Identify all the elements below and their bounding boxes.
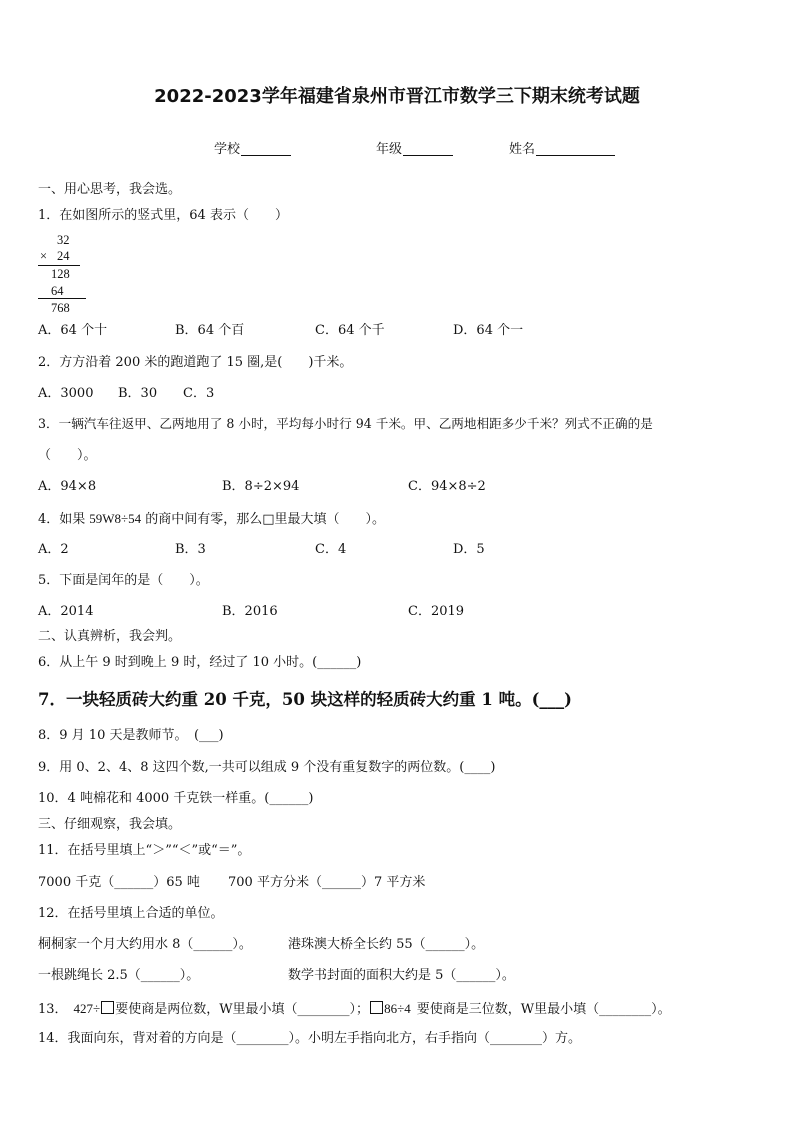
question-1: 1．在如图所示的竖式里，64 表示（ ） [38, 208, 288, 223]
question-13 [38, 1001, 671, 1016]
question-10: 10．4 吨棉花和 4000 千克铁一样重。(______) [38, 791, 314, 806]
question-3-blank: （ ）。 [38, 448, 97, 463]
q4-option-a[interactable]: A．2 [38, 542, 69, 557]
q4-option-b[interactable]: B．3 [175, 542, 206, 557]
q4-option-c[interactable]: C．4 [315, 542, 347, 557]
blank-square-icon [370, 1001, 383, 1014]
partial-product-2: 64 [51, 284, 64, 298]
question-8: 8．9 月 10 天是教师节。 (___) [38, 728, 224, 743]
q11-blank-b[interactable]: 700 平方分米（______）7 平方米 [228, 875, 426, 890]
q2-option-c[interactable]: C．3 [183, 386, 215, 401]
q4-stem-start: 4．如果 [38, 512, 86, 527]
q1-option-d[interactable]: D．64 个一 [453, 323, 524, 338]
times-sign: × [40, 249, 48, 263]
q3-option-a[interactable]: A．94×8 [38, 479, 97, 494]
q12-blank-c[interactable]: 一根跳绳长 2.5（______）。 [38, 968, 200, 983]
question-2: 2．方方沿着 200 米的跑道跑了 15 圈,是( )千米。 [38, 355, 353, 370]
question-9: 9．用 0、2、4、8 这四个数,一共可以组成 9 个没有重复数字的两位数。(____) [38, 760, 496, 775]
q3-option-c[interactable]: C．94×8÷2 [408, 479, 486, 494]
q5-option-b[interactable]: B．2016 [222, 604, 278, 619]
page-title: 2022-2023学年福建省泉州市晋江市数学三下期末统考试题 [154, 86, 640, 107]
q13-expression-1: 427÷ [73, 1001, 101, 1016]
multiplicand: 32 [57, 233, 70, 247]
q1-option-c[interactable]: C．64 个千 [315, 323, 385, 338]
q13-expression-2: 86÷4 [384, 1001, 411, 1016]
question-11: 11．在括号里填上“＞”“＜”或“＝”。 [38, 843, 251, 858]
section-3-heading: 三、仔细观察，我会填。 [38, 817, 182, 832]
question-5: 5．下面是闰年的是（ ）。 [38, 573, 209, 588]
rule-2 [38, 298, 86, 299]
product: 768 [51, 301, 70, 315]
q2-option-b[interactable]: B．30 [118, 386, 158, 401]
section-2-heading: 二、认真辨析，我会判。 [38, 629, 182, 644]
q13-part-1[interactable]: 要使商是两位数，W里最小填（________）； [115, 1002, 370, 1017]
q5-option-a[interactable]: A．2014 [38, 604, 94, 619]
rule-1 [38, 265, 80, 266]
question-6: 6．从上午 9 时到晚上 9 时，经过了 10 小时。(______) [38, 655, 362, 670]
q5-option-c[interactable]: C．2019 [408, 604, 465, 619]
q12-blank-a[interactable]: 桐桐家一个月大约用水 8（______）。 [38, 937, 252, 952]
question-3: 3．一辆汽车往返甲、乙两地用了 8 小时，平均每小时行 94 千米。甲、乙两地相距多少千米？列式不正确的是 [38, 416, 653, 431]
section-1-heading: 一、用心思考，我会选。 [38, 182, 182, 197]
q2-option-a[interactable]: A．3000 [38, 386, 94, 401]
q12-blank-b[interactable]: 港珠澳大桥全长约 55（______）。 [288, 937, 485, 952]
q3-option-b[interactable]: B．8÷2×94 [222, 479, 300, 494]
question-4 [38, 512, 385, 526]
q4-stem-end: 的商中间有零，那么□里最大填（ ）。 [145, 512, 385, 527]
question-14[interactable]: 14．我面向东，背对着的方向是（________）。小明左手指向北方，右手指向（________）方。 [38, 1031, 582, 1046]
school-field[interactable] [241, 143, 291, 156]
multiplier: 24 [57, 249, 70, 263]
question-7: 7．一块轻质砖大约重 20 千克，50 块这样的轻质砖大约重 1 吨。(___) [38, 690, 572, 709]
q1-option-a[interactable]: A．64 个十 [38, 323, 108, 338]
name-field[interactable] [536, 143, 615, 156]
q1-option-b[interactable]: B．64 个百 [175, 323, 245, 338]
q12-blank-d[interactable]: 数学书封面的面积大约是 5（______）。 [288, 968, 515, 983]
school-label: 学校 [214, 142, 241, 157]
q13-number: 13． [38, 1002, 68, 1017]
partial-product-1: 128 [51, 267, 70, 281]
blank-square-icon [101, 1001, 114, 1014]
q13-part-2[interactable]: 要使商是三位数，W里最小填（________）。 [416, 1002, 671, 1017]
q11-blank-a[interactable]: 7000 千克（______）65 吨 [38, 875, 200, 890]
question-12: 12．在括号里填上合适的单位。 [38, 906, 224, 921]
name-label: 姓名 [509, 142, 536, 157]
q4-option-d[interactable]: D．5 [453, 542, 485, 557]
q4-expression: 59W8÷54 [89, 511, 142, 526]
grade-field[interactable] [403, 143, 453, 156]
grade-label: 年级 [376, 142, 403, 157]
